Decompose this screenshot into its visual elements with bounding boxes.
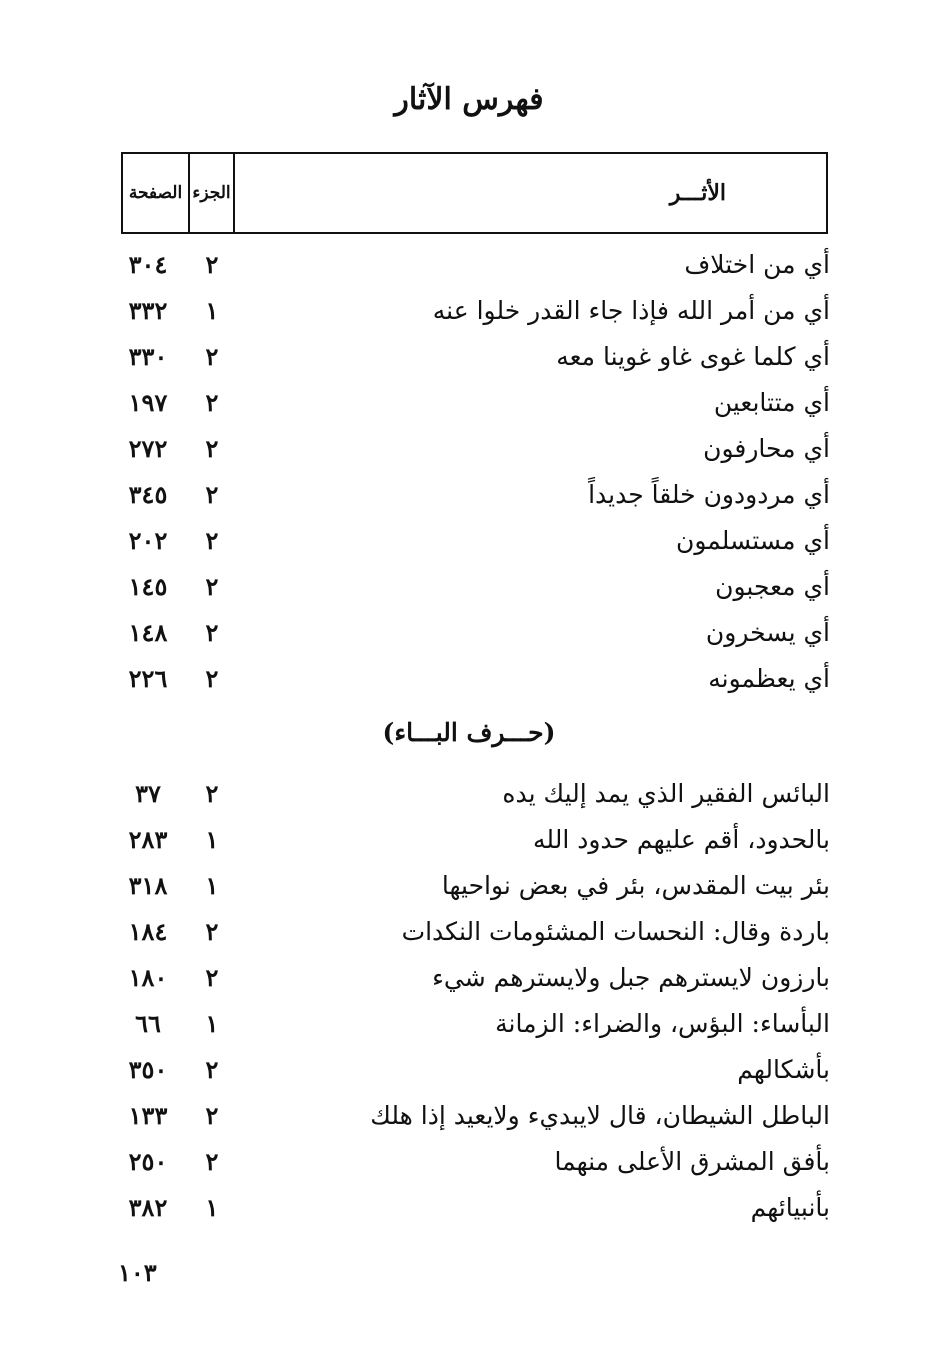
table-row (0, 610, 938, 656)
table-row (0, 863, 938, 909)
table-row (0, 909, 938, 955)
entry-text: أي من اختلاف (684, 250, 830, 279)
table-row (0, 380, 938, 426)
entry-text: الباطل الشيطان، قال لايبديء ولايعيد إذا هلك (370, 1101, 830, 1130)
table-row (0, 1093, 938, 1139)
entry-text: بأفق المشرق الأعلى منهما (554, 1147, 830, 1176)
entry-page: ٣٣٠ (128, 342, 168, 371)
entry-text: أي محارفون (703, 434, 830, 463)
table-row (0, 817, 938, 863)
entry-volume: ٢ (205, 480, 219, 509)
header-volume: الجزء (190, 154, 235, 232)
entry-page: ١٨٤ (128, 917, 168, 946)
entry-volume: ٢ (205, 1101, 219, 1130)
entry-page: ١٩٧ (128, 388, 168, 417)
entry-text: أي معجبون (715, 572, 830, 601)
entry-volume: ١ (205, 871, 219, 900)
entry-volume: ٢ (205, 779, 219, 808)
page-title: فهرس الآثار (394, 82, 544, 117)
table-row (0, 1185, 938, 1231)
entry-text: أي كلما غوى غاو غوينا معه (556, 342, 830, 371)
entry-text: باردة وقال: النحسات المشئومات النكدات (401, 917, 830, 946)
entry-volume: ٢ (205, 917, 219, 946)
entry-text: أي يعظمونه (708, 664, 830, 693)
entry-text: بئر بيت المقدس، بئر في بعض نواحيها (441, 871, 830, 900)
entry-volume: ٢ (205, 250, 219, 279)
table-row (0, 771, 938, 817)
entry-page: ٢٧٢ (128, 434, 168, 463)
entry-page: ١٤٥ (128, 572, 168, 601)
entry-page: ٣٠٤ (128, 250, 168, 279)
entry-page: ٣٣٢ (128, 296, 168, 325)
entry-volume: ٢ (205, 664, 219, 693)
entry-text: أي يسخرون (705, 618, 830, 647)
entry-volume: ٢ (205, 342, 219, 371)
page-number: ١٠٣ (118, 1258, 157, 1287)
table-row (0, 1001, 938, 1047)
table-row (0, 472, 938, 518)
table-row (0, 518, 938, 564)
entry-volume: ٢ (205, 1055, 219, 1084)
entry-volume: ٢ (205, 1147, 219, 1176)
entry-volume: ١ (205, 1193, 219, 1222)
entry-page: ١٣٣ (128, 1101, 168, 1130)
entry-volume: ٢ (205, 388, 219, 417)
table-row (0, 334, 938, 380)
section-heading: (حـــرف البـــاء) (382, 718, 556, 747)
entry-volume: ٢ (205, 963, 219, 992)
table-row (0, 564, 938, 610)
entry-volume: ١ (205, 825, 219, 854)
table-row (0, 426, 938, 472)
entry-volume: ١ (205, 296, 219, 325)
entry-page: ١٤٨ (128, 618, 168, 647)
entry-text: أي مستسلمون (675, 526, 830, 555)
table-row (0, 955, 938, 1001)
entry-text: أي متتابعين (713, 388, 830, 417)
entry-volume: ٢ (205, 618, 219, 647)
entry-volume: ٢ (205, 526, 219, 555)
header-page: الصفحة (123, 154, 190, 232)
entry-volume: ٢ (205, 572, 219, 601)
entry-page: ٣٨٢ (128, 1193, 168, 1222)
entry-text: بالحدود، أقم عليهم حدود الله (533, 825, 830, 854)
entry-volume: ١ (205, 1009, 219, 1038)
entry-text: بارزون لايسترهم جبل ولايسترهم شيء (432, 963, 830, 992)
entry-text: أي من أمر الله فإذا جاء القدر خلوا عنه (432, 296, 830, 325)
table-row (0, 656, 938, 702)
entry-page: ٣٧ (135, 779, 161, 808)
entry-text: أي مردودون خلقاً جديداً (588, 480, 830, 509)
entry-text: بأشكالهم (737, 1055, 830, 1084)
entry-page: ٢٨٣ (128, 825, 168, 854)
entry-text: بأنبيائهم (750, 1193, 830, 1222)
entry-text: البأساء: البؤس، والضراء: الزمانة (495, 1009, 830, 1038)
table-row (0, 1139, 938, 1185)
entry-page: ٦٦ (135, 1009, 161, 1038)
table-row (0, 1047, 938, 1093)
entry-page: ٢٠٢ (128, 526, 168, 555)
table-header (121, 152, 828, 234)
entry-page: ٣٤٥ (128, 480, 168, 509)
entry-text: البائس الفقير الذي يمد إليك يده (502, 779, 830, 808)
table-row (0, 242, 938, 288)
table-row (0, 288, 938, 334)
entry-page: ٣١٨ (128, 871, 168, 900)
entry-page: ٢٢٦ (128, 664, 168, 693)
header-athar: الأثـــر (669, 180, 726, 206)
entry-volume: ٢ (205, 434, 219, 463)
entry-page: ٣٥٠ (128, 1055, 168, 1084)
entry-page: ٢٥٠ (128, 1147, 168, 1176)
entry-page: ١٨٠ (128, 963, 168, 992)
